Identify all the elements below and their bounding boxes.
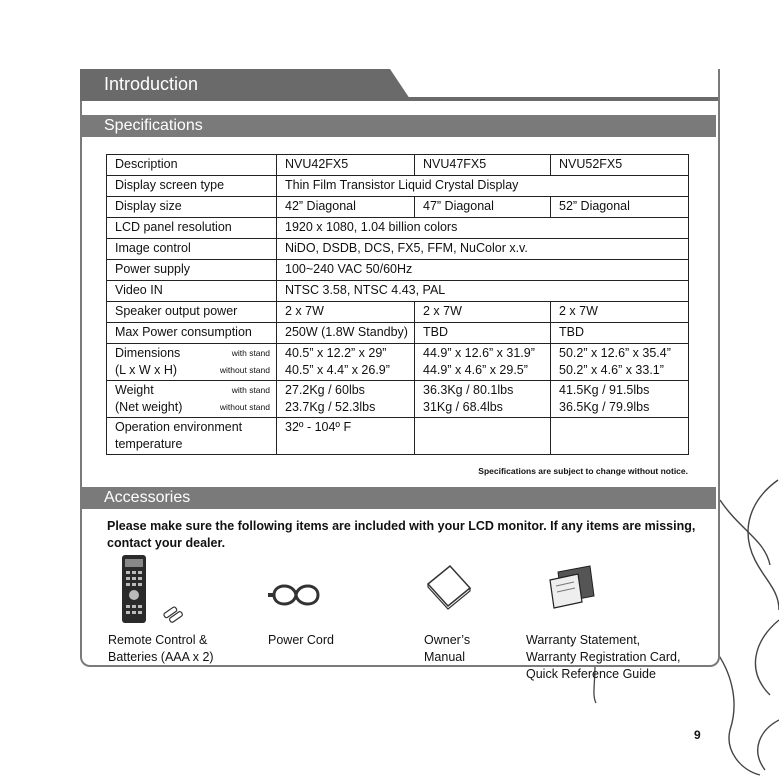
dimension-value: 44.9” x 4.6” x 29.5” — [423, 363, 528, 377]
operation-label: Operation environment — [115, 420, 243, 434]
table-row — [107, 260, 689, 281]
table-cell — [415, 344, 551, 381]
warranty-cards-icon — [546, 562, 598, 610]
table-row — [107, 197, 689, 218]
table-cell: NTSC 3.58, NTSC 4.43, PAL — [277, 281, 689, 302]
table-row — [107, 381, 689, 418]
table-cell — [551, 344, 689, 381]
with-stand-label: with stand — [231, 385, 270, 395]
dimension-value: 44.9” x 12.6” x 31.9” — [423, 346, 535, 360]
temperature-label: temperature — [115, 437, 183, 451]
table-row — [107, 176, 689, 197]
manual-icon — [424, 562, 474, 612]
specifications-table — [106, 154, 689, 455]
dimension-value: 40.5” x 12.2” x 29” — [285, 346, 387, 360]
table-cell: Thin Film Transistor Liquid Crystal Display — [277, 176, 689, 197]
table-row — [107, 418, 689, 455]
table-cell: 52” Diagonal — [551, 197, 689, 218]
table-row — [107, 239, 689, 260]
table-cell — [277, 381, 415, 418]
table-header-cell: NVU47FX5 — [415, 155, 551, 176]
table-header-cell: NVU42FX5 — [277, 155, 415, 176]
table-cell — [551, 381, 689, 418]
accessories-heading-bar — [82, 487, 716, 509]
decorative-swirl-icon — [710, 470, 779, 779]
dimensions-unit-label: (L x W x H) — [115, 363, 178, 377]
table-cell: 1920 x 1080, 1.04 billion colors — [277, 218, 689, 239]
specifications-note: Specifications are subject to change without notice. — [478, 466, 688, 476]
table-row — [107, 302, 689, 323]
table-cell: 100~240 VAC 50/60Hz — [277, 260, 689, 281]
dimensions-label: Dimensions — [115, 346, 181, 360]
header-rule — [80, 97, 718, 101]
row-label: Speaker output power — [107, 302, 277, 323]
table-row — [107, 344, 689, 381]
power-cord-icon — [266, 575, 326, 615]
table-row — [107, 218, 689, 239]
accessories-intro: Please make sure the following items are included with your LCD monitor. If any items are missing, contact your dealer. — [107, 519, 696, 550]
table-row — [107, 155, 689, 176]
page-title: Introduction — [104, 74, 199, 94]
table-row — [107, 281, 689, 302]
with-stand-label: with stand — [231, 348, 270, 358]
table-cell: 2 x 7W — [551, 302, 689, 323]
weight-value: 27.2Kg / 60lbs — [285, 383, 365, 397]
table-cell — [277, 344, 415, 381]
row-label: Display size — [107, 197, 277, 218]
row-label — [107, 418, 277, 455]
weight-value: 31Kg / 68.4lbs — [423, 400, 503, 414]
table-cell: TBD — [415, 323, 551, 344]
table-header-cell: Description — [107, 155, 277, 176]
intro-header-tab — [80, 69, 410, 99]
weight-value: 41.5Kg / 91.5lbs — [559, 383, 650, 397]
table-cell: TBD — [551, 323, 689, 344]
weight-value: 36.3Kg / 80.1lbs — [423, 383, 514, 397]
accessory-power-cord-label: Power Cord — [268, 633, 334, 647]
table-cell: 32º - 104º F — [277, 418, 415, 455]
table-cell — [415, 381, 551, 418]
table-cell: 250W (1.8W Standby) — [277, 323, 415, 344]
row-label — [107, 381, 277, 418]
accessory-remote-label: Remote Control & Batteries (AAA x 2) — [108, 633, 214, 664]
dimension-value: 50.2” x 12.6” x 35.4” — [559, 346, 671, 360]
without-stand-label: without stand — [219, 365, 270, 375]
specifications-heading: Specifications — [104, 117, 203, 134]
net-weight-label: (Net weight) — [115, 400, 183, 414]
weight-value: 36.5Kg / 79.9lbs — [559, 400, 650, 414]
row-label: Video IN — [107, 281, 277, 302]
table-cell — [415, 418, 551, 455]
row-label: Image control — [107, 239, 277, 260]
table-cell — [551, 418, 689, 455]
page-number: 9 — [694, 728, 701, 742]
without-stand-label: without stand — [219, 402, 270, 412]
row-label — [107, 344, 277, 381]
accessory-manual-label: Owner’s Manual — [424, 633, 471, 664]
weight-label: Weight — [115, 383, 154, 397]
table-row — [107, 323, 689, 344]
table-cell: 42” Diagonal — [277, 197, 415, 218]
table-cell: 47” Diagonal — [415, 197, 551, 218]
table-cell: 2 x 7W — [277, 302, 415, 323]
row-label: Power supply — [107, 260, 277, 281]
accessories-heading: Accessories — [104, 489, 191, 506]
table-header-cell: NVU52FX5 — [551, 155, 689, 176]
specifications-heading-bar — [82, 115, 716, 137]
table-cell: NiDO, DSDB, DCS, FX5, FFM, NuColor x.v. — [277, 239, 689, 260]
row-label: Max Power consumption — [107, 323, 277, 344]
row-label: Display screen type — [107, 176, 277, 197]
dimension-value: 50.2” x 4.6” x 33.1” — [559, 363, 664, 377]
table-cell: 2 x 7W — [415, 302, 551, 323]
dimension-value: 40.5” x 4.4” x 26.9” — [285, 363, 390, 377]
remote-control-icon — [120, 555, 188, 625]
row-label: LCD panel resolution — [107, 218, 277, 239]
weight-value: 23.7Kg / 52.3lbs — [285, 400, 376, 414]
accessory-warranty-label: Warranty Statement, Warranty Registration Card, Quick Reference Guide — [526, 633, 681, 681]
